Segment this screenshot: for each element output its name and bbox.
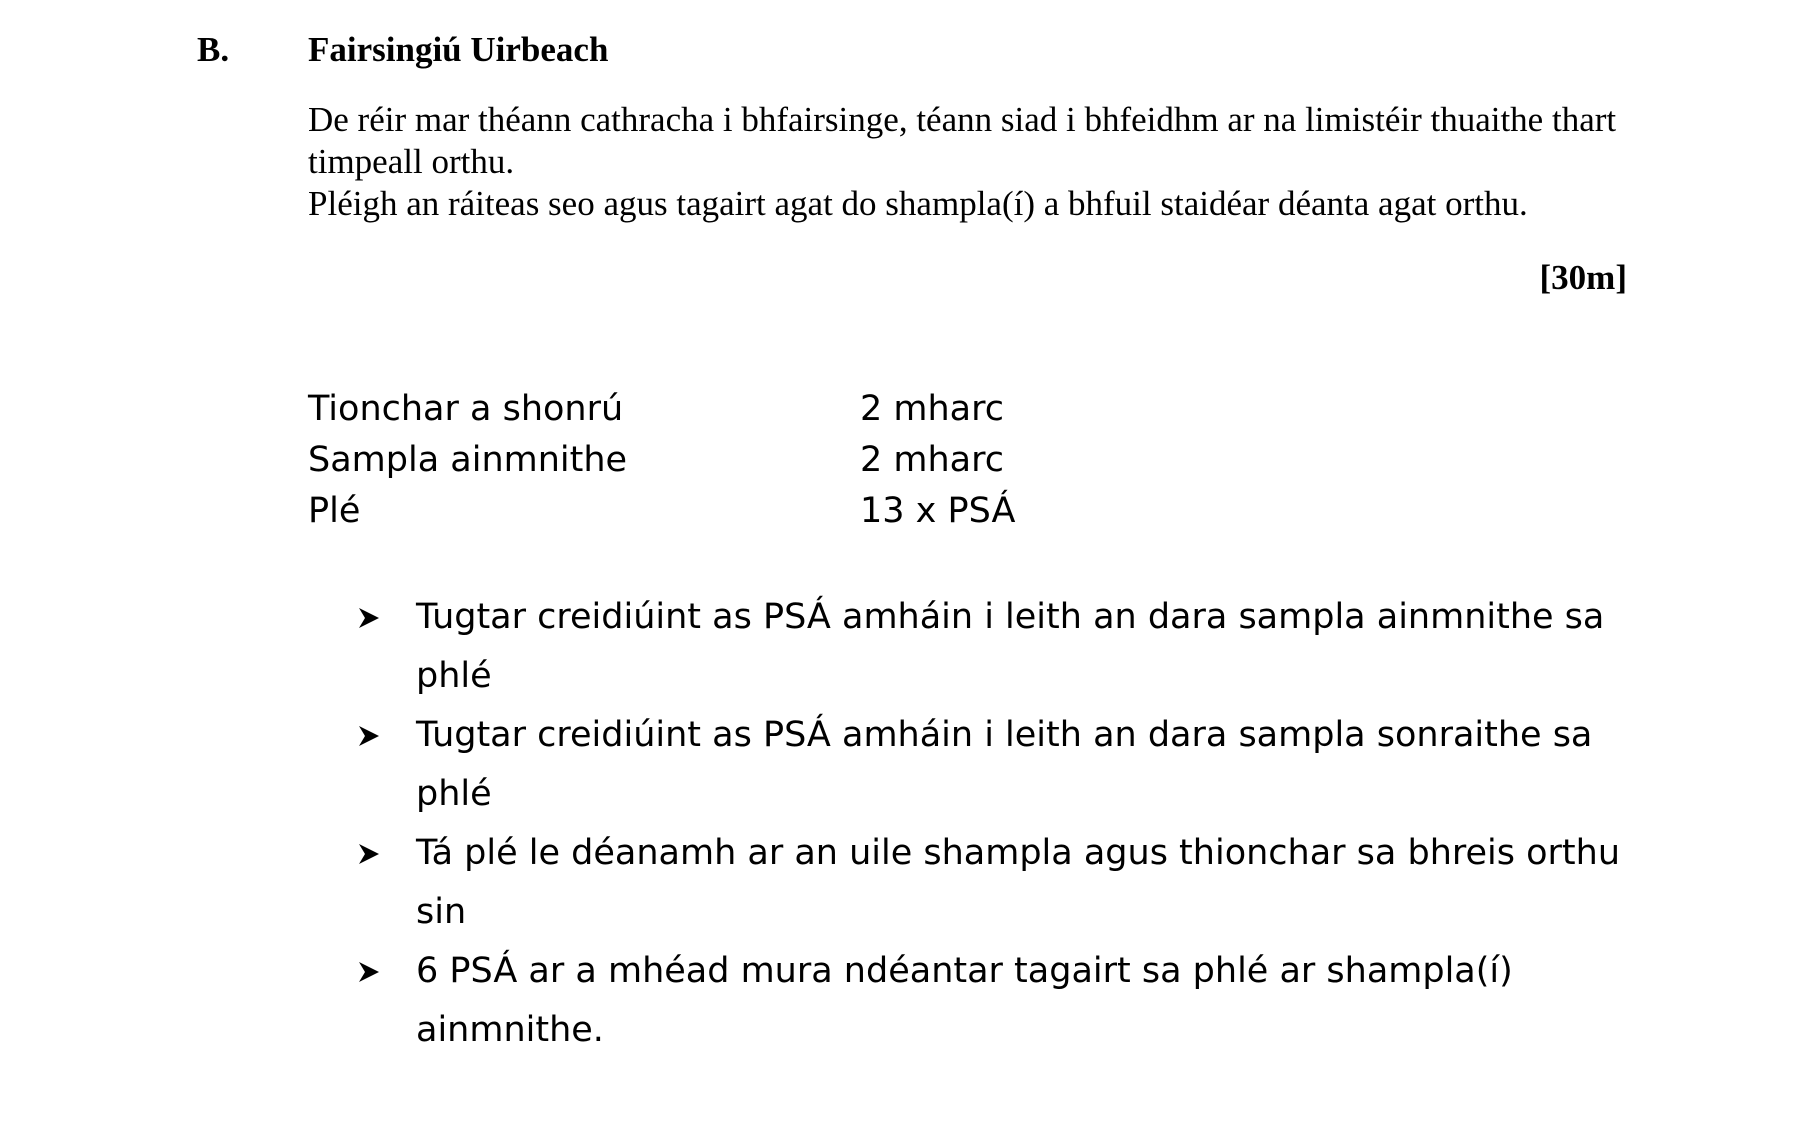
note-item: [358, 942, 1648, 1060]
scheme-row: [308, 435, 1015, 486]
question-text: [308, 99, 1658, 225]
scheme-label: Tionchar a shonrú: [308, 389, 624, 429]
marking-scheme: [308, 384, 1015, 537]
note-item: [358, 824, 1648, 942]
note-text: 6 PSÁ ar a mhéad mura ndéantar tagairt sa phlé ar shampla(í) ainmnithe.: [416, 951, 1513, 1050]
marks-total: [30m]: [1539, 258, 1627, 297]
question-statement: De réir mar théann cathracha i bhfairsinge, téann siad i bhfeidhm ar na limistéir thuaithe thart timpeall orthu.: [308, 100, 1617, 181]
arrowhead-bullet-icon: [358, 725, 380, 747]
section-letter: B.: [197, 30, 230, 69]
section-title: Fairsingiú Uirbeach: [308, 30, 609, 69]
note-text: Tugtar creidiúint as PSÁ amháin i leith an dara sampla ainmnithe sa phlé: [416, 597, 1605, 696]
note-item: [358, 706, 1648, 824]
question-instruction: Pléigh an ráiteas seo agus tagairt agat do shampla(í) a bhfuil staidéar déanta agat orthu.: [308, 184, 1528, 223]
scheme-value: 13 x PSÁ: [860, 491, 1016, 531]
note-item: [358, 588, 1648, 706]
scheme-value: 2 mharc: [860, 440, 1004, 480]
scheme-label: Sampla ainmnithe: [308, 440, 628, 480]
scheme-row: [308, 486, 1015, 537]
note-text: Tugtar creidiúint as PSÁ amháin i leith an dara sampla sonraithe sa phlé: [416, 715, 1593, 814]
arrowhead-bullet-icon: [358, 607, 380, 629]
arrowhead-bullet-icon: [358, 961, 380, 983]
arrowhead-bullet-icon: [358, 843, 380, 865]
note-text: Tá plé le déanamh ar an uile shampla agus thionchar sa bhreis orthu sin: [416, 833, 1621, 932]
marking-notes: [358, 588, 1648, 1060]
scheme-value: 2 mharc: [860, 389, 1004, 429]
scheme-row: [308, 384, 1015, 435]
scheme-label: Plé: [308, 491, 361, 531]
